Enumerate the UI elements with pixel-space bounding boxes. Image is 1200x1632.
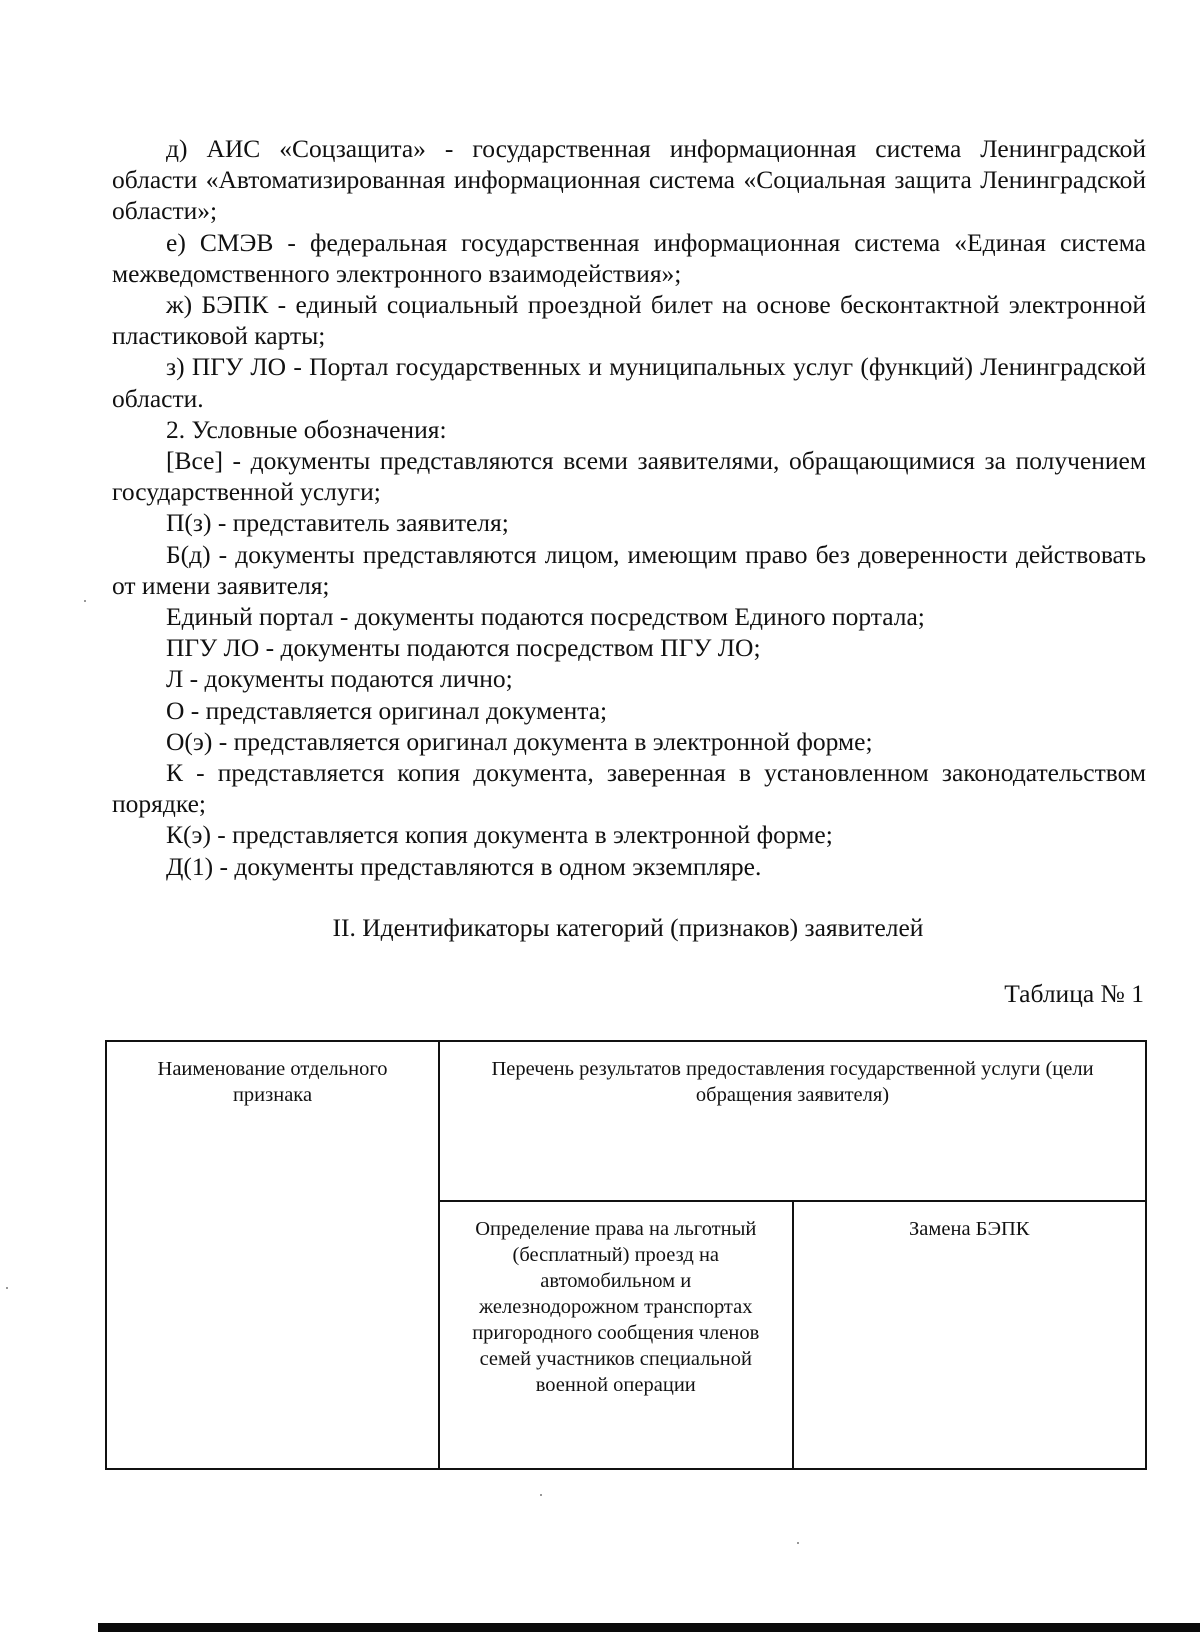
scan-speck: [797, 1542, 799, 1544]
header-feature-text: Наименование отдельного признака: [157, 1058, 388, 1106]
result-text-1: Определение права на льготный (бесплатный) проезд на автомобильном и железнодорожном транспортах пригородного сообщения членов семей участников специальной военной операции: [472, 1218, 760, 1396]
paragraph-bepk: ж) БЭПК - единый социальный проездной билет на основе бесконтактной электронной пластиковой карты;: [112, 290, 1146, 351]
paragraph-original-electronic: О(э) - представляется оригинал документа в электронной форме;: [166, 726, 873, 756]
paragraph-copy-electronic: К(э) - представляется копия документа в электронной форме;: [166, 820, 833, 850]
paragraph-one-copy: Д(1) - документы представляются в одном экземпляре.: [166, 851, 762, 881]
paragraph-original: О - представляется оригинал документа;: [166, 695, 608, 725]
result-text-2: Замена БЭПК: [909, 1218, 1030, 1240]
paragraph-ais: д) АИС «Соцзащита» - государственная информационная система Ленинградской области «Автоматизированная информационная система «Социальная защита Ленинградской области»;: [112, 134, 1146, 226]
scan-edge-strip: [98, 1623, 1200, 1632]
result-cell-2: [793, 1201, 1147, 1469]
section-title: II. Идентификаторы категорий (признаков) заявителей: [332, 913, 924, 942]
applicant-criteria-table: [105, 1040, 1147, 1468]
paragraph-single-portal: Единый портал - документы подаются посредством Единого портала;: [166, 602, 925, 632]
table-caption: Таблица № 1: [1004, 979, 1144, 1008]
scan-speck: [540, 1494, 542, 1496]
paragraph-pgu-lo: з) ПГУ ЛО - Портал государственных и муниципальных услуг (функций) Ленинградской области.: [112, 352, 1146, 413]
header-results-cell: [439, 1041, 1146, 1201]
paragraph-in-person: Л - документы подаются лично;: [166, 664, 513, 694]
scan-speck: [84, 600, 86, 602]
body-text: [112, 133, 1146, 882]
result-cell-1: [439, 1201, 792, 1469]
paragraph-pz: П(з) - представитель заявителя;: [166, 508, 509, 538]
paragraph-notation-heading: 2. Условные обозначения:: [166, 414, 447, 444]
paragraph-bd: Б(д) - документы представляются лицом, имеющим право без доверенности действовать от имени заявителя;: [112, 539, 1146, 600]
scan-speck: [6, 1287, 8, 1289]
paragraph-smev: е) СМЭВ - федеральная государственная информационная система «Единая система межведомственного электронного взаимодействия»;: [112, 227, 1146, 288]
paragraph-copy: К - представляется копия документа, заверенная в установленном законодательством порядке;: [112, 758, 1146, 819]
header-feature-cell: [106, 1041, 439, 1469]
paragraph-pgu-lo-submission: ПГУ ЛО - документы подаются посредством ПГУ ЛО;: [166, 633, 761, 663]
paragraph-all: [Все] - документы представляются всеми заявителями, обращающимися за получением государственной услуги;: [112, 446, 1146, 507]
header-results-text: Перечень результатов предоставления государственной услуги (цели обращения заявителя): [491, 1058, 1094, 1106]
